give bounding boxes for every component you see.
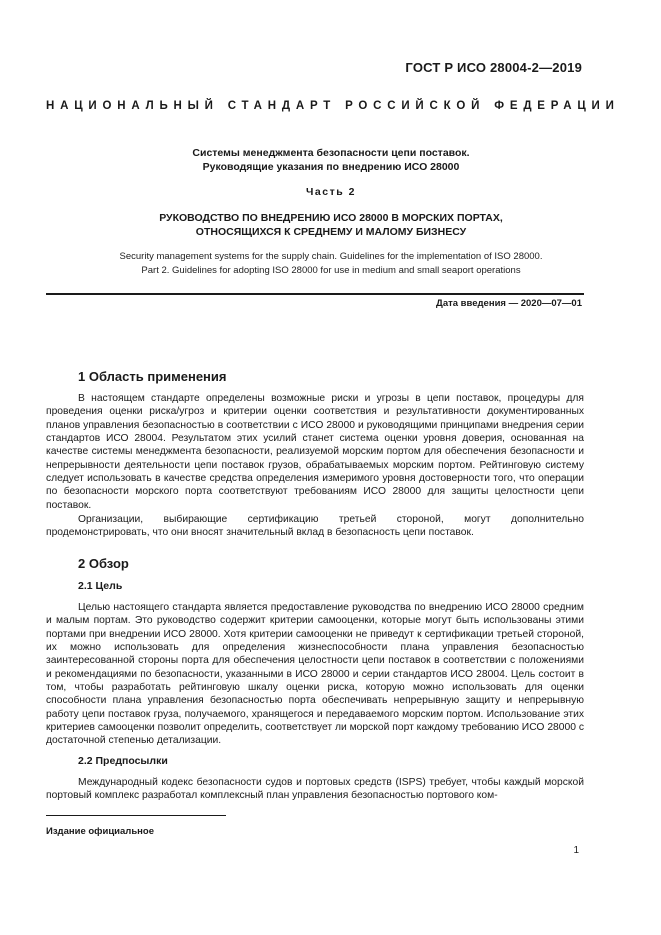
- section-heading-scope: 1 Область применения: [78, 369, 227, 384]
- part-label: Часть 2: [306, 186, 356, 198]
- section-heading-overview: 2 Обзор: [78, 556, 129, 571]
- subsection-heading-purpose: 2.1 Цель: [78, 580, 123, 592]
- subsection-heading-background: 2.2 Предпосылки: [78, 755, 168, 767]
- national-standard-banner: НАЦИОНАЛЬНЫЙ СТАНДАРТ РОССИЙСКОЙ ФЕДЕРАЦИИ: [46, 100, 620, 112]
- paragraph: Организации, выбирающие сертификацию третьей стороной, могут дополнительно продемонстрировать, что они вносят значительный вклад в безопасность цепи поставок.: [46, 514, 584, 539]
- part-title-line: ОТНОСЯЩИХСЯ К СРЕДНЕМУ И МАЛОМУ БИЗНЕСУ: [195, 226, 467, 238]
- english-title-line: Part 2. Guidelines for adopting ISO 28000 for use in medium and small seaport operations: [141, 264, 521, 276]
- paragraph: В настоящем стандарте определены возможные риски и угрозы в цепи поставок, процедуры для проведения оценки риска/угроз и критерии оценки соответствия и результативности документированных планов управления безопасностью в соответствии с ИСО 28000 и руководящими принципами внедрения серии стандартов ИСО 28004. Результатом этих усилий станет система оценки уровня доверия, основанная на качестве системы менеджмента безопасности, реализуемой морским портом для обеспечения безопасности и непрерывности деятельности цепи поставок грузов, обрабатываемых морским портом. Рейтинговую систему следует использовать в качестве средства определения измеримого уровня достоверности того, что операции по безопасности морского порта соответствуют требованиям ИСО 28000 для защиты целостности цепи поставок.: [46, 393, 584, 511]
- paragraph: Целью настоящего стандарта является предоставление руководства по внедрению ИСО 28000 средним и малым портам. Это руководство содержит критерии самооценки, которые могут быть использованы этими портами при внедрении ИСО 28000. Хотя критерии самооценки не приведут к сертификации третьей стороной, их можно использовать для определения жизнеспособности плана управления безопасностью заинтересованной стороны порта для обеспечения целостности цепи поставок в соответствии с положениями и рекомендациями по безопасности, указанными в ИСО 28000 и серии стандартов ИСО 28004. Цель состоит в том, чтобы разработать рейтинговую шкалу оценки риска, которую можно использовать для оценки способности плана управления безопасностью порта обеспечивать непрерывную защиту и непрерывную работу цепи поставок груза, получаемого, хранящегося и передаваемого морским портом. Использование этих критериев самооценки позволит определить, соответствует ли морской порт каждому требованию ИСО 28000 с достаточной степенью детализации.: [46, 602, 584, 747]
- part-title: [46, 211, 616, 239]
- date-of-introduction: Дата введения — 2020—07—01: [436, 298, 582, 309]
- title-line: Руководящие указания по внедрению ИСО 28000: [202, 161, 460, 173]
- paragraph: Международный кодекс безопасности судов и портовых средств (ISPS) требует, чтобы каждый морской портовый комплекс разработал комплексный план управления безопасностью портового ком-: [46, 777, 584, 802]
- part-title-line: РУКОВОДСТВО ПО ВНЕДРЕНИЮ ИСО 28000 В МОРСКИХ ПОРТАХ,: [159, 212, 503, 224]
- divider: [46, 293, 584, 295]
- footer-divider: [46, 815, 226, 816]
- english-title: [46, 250, 616, 277]
- page-number: 1: [573, 845, 579, 856]
- english-title-line: Security management systems for the supply chain. Guidelines for the implementation of ISO 28000.: [119, 251, 543, 262]
- official-edition-label: Издание официальное: [46, 826, 154, 837]
- title-line: Системы менеджмента безопасности цепи поставок.: [192, 147, 470, 159]
- standard-title: [46, 146, 616, 174]
- document-code: ГОСТ Р ИСО 28004-2—2019: [405, 60, 582, 75]
